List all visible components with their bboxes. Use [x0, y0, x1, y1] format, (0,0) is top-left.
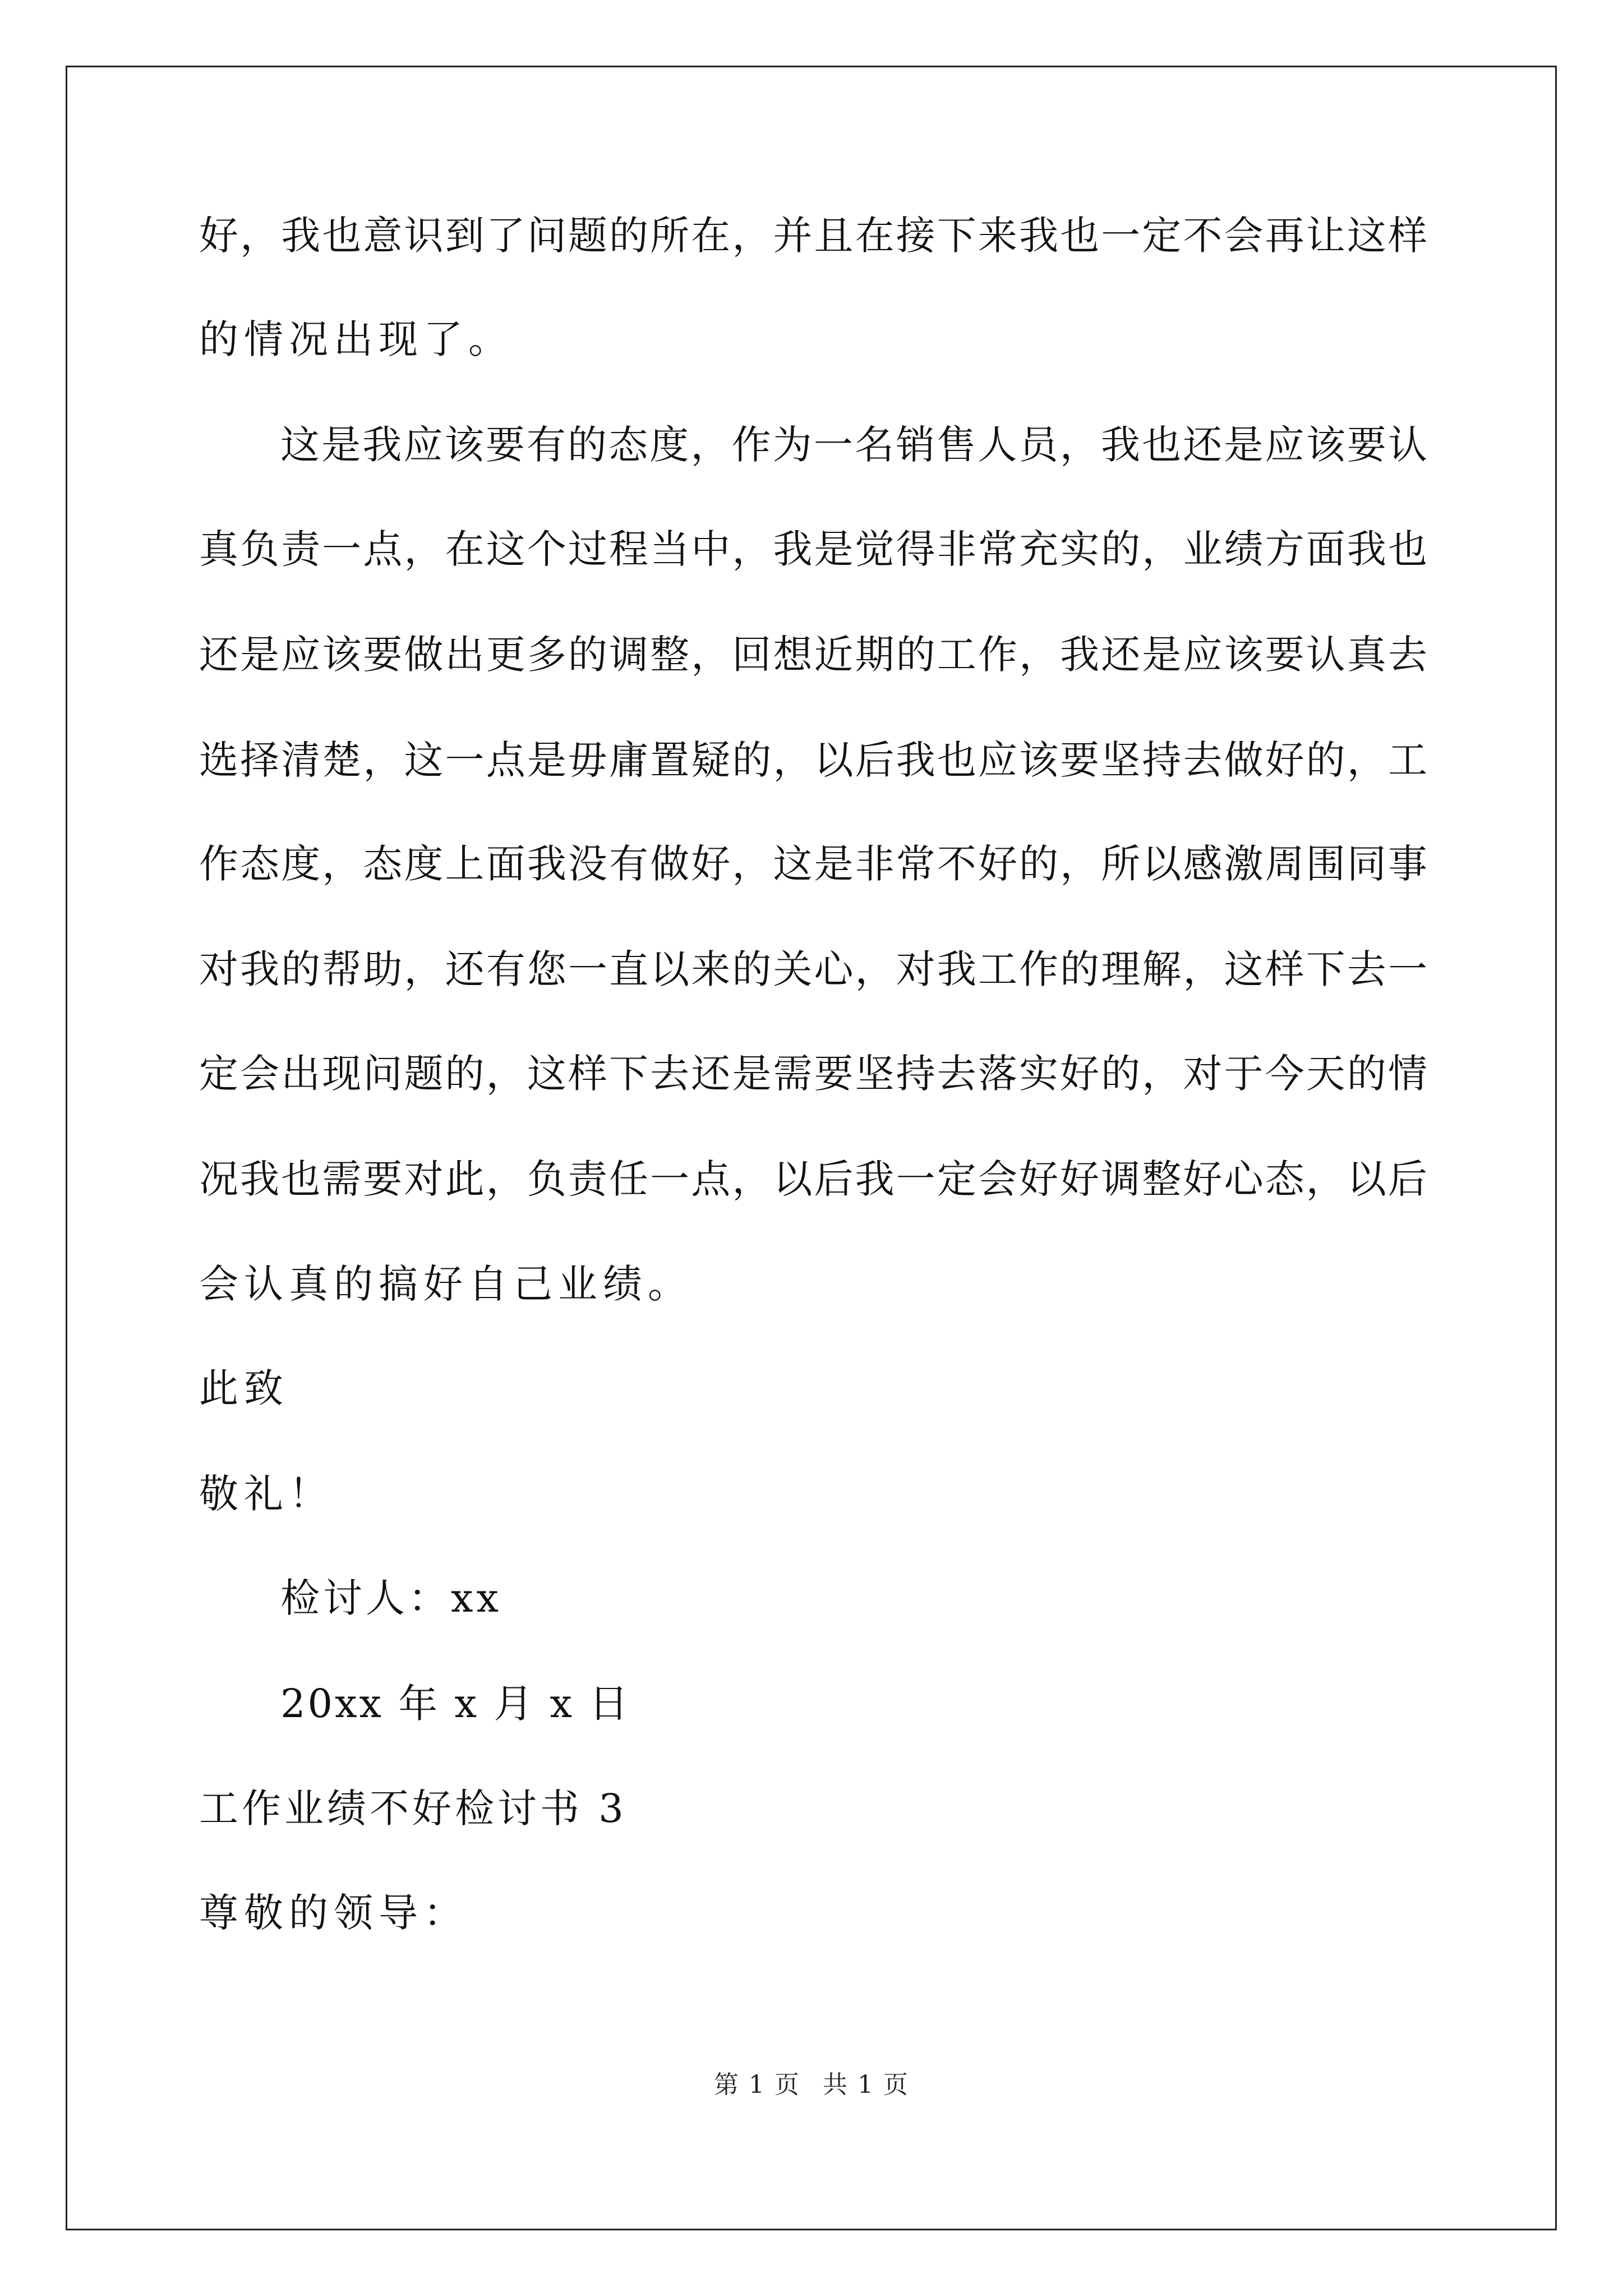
- body-line-2: 的情况出现了。: [199, 316, 513, 362]
- body-line-9: 定会出现问题的，这样下去还是需要坚持去落实好的，对于今天的情: [199, 1051, 1427, 1097]
- body-line-5: 还是应该要做出更多的调整，回想近期的工作，我还是应该要认真去: [199, 632, 1427, 678]
- section-greeting: 尊敬的领导：: [199, 1890, 468, 1936]
- body-line-7: 作态度，态度上面我没有做好，这是非常不好的，所以感激周围同事: [199, 841, 1427, 887]
- page-total: 共 1 页: [823, 2070, 909, 2099]
- body-line-10: 况我也需要对此，负责任一点，以后我一定会好好调整好心态，以后: [199, 1156, 1427, 1202]
- section-title: 工作业绩不好检讨书 3: [199, 1786, 627, 1832]
- body-line-11: 会认真的搞好自己业绩。: [199, 1261, 693, 1307]
- closing-regards: 敬礼！: [199, 1471, 334, 1517]
- body-line-6: 选择清楚，这一点是毋庸置疑的，以后我也应该要坚持去做好的，工: [199, 737, 1427, 783]
- page-number: 第 1 页: [714, 2070, 800, 2099]
- page-footer: [0, 2064, 1623, 2100]
- closing-salutation: 此致: [199, 1365, 289, 1411]
- date-line: 20xx 年 x 月 x 日: [280, 1681, 631, 1727]
- body-line-1: 好，我也意识到了问题的所在，并且在接下来我也一定不会再让这样: [199, 213, 1427, 259]
- body-line-8: 对我的帮助，还有您一直以来的关心，对我工作的理解，这样下去一: [199, 946, 1427, 992]
- body-line-3: 这是我应该要有的态度，作为一名销售人员，我也还是应该要认: [280, 422, 1427, 468]
- signer-line: 检讨人：xx: [280, 1575, 502, 1621]
- body-line-4: 真负责一点，在这个过程当中，我是觉得非常充实的，业绩方面我也: [199, 526, 1427, 572]
